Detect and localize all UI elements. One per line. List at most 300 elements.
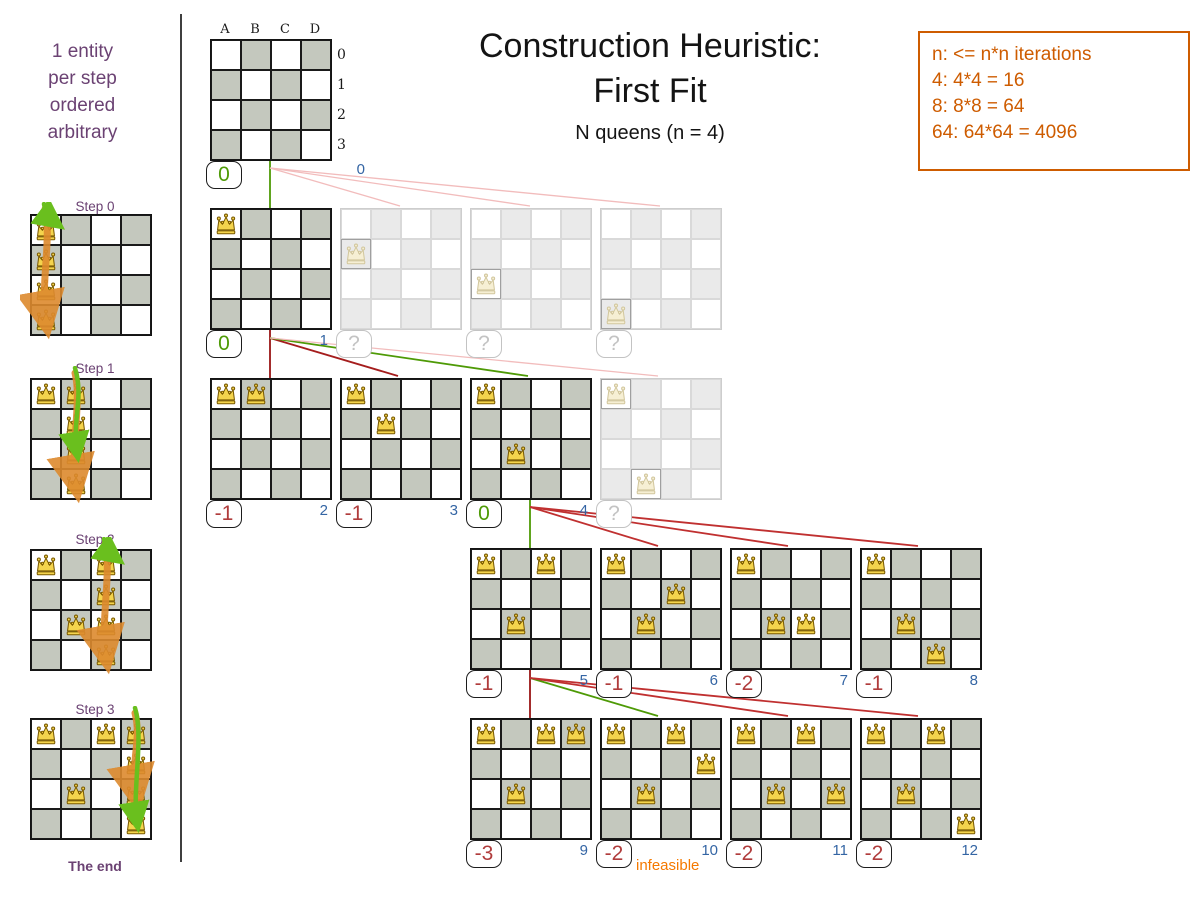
board-cell (61, 305, 91, 335)
queen-icon (733, 551, 759, 577)
board-cell (91, 550, 121, 580)
board-iteration-11 (730, 718, 852, 840)
board-cell (951, 609, 981, 639)
board-cell (951, 549, 981, 579)
board-cell (271, 130, 301, 160)
board-cell (601, 239, 631, 269)
board-cell (661, 549, 691, 579)
board-iteration-6 (600, 548, 722, 670)
board-cell (371, 209, 401, 239)
queen-icon (63, 441, 89, 467)
board-cell (601, 299, 631, 329)
queen-icon (473, 721, 499, 747)
queen-icon (793, 611, 819, 637)
score-badge: 0 (206, 161, 242, 189)
board-cell (631, 439, 661, 469)
queen-icon (93, 721, 119, 747)
board-cell (791, 549, 821, 579)
board-cell (861, 579, 891, 609)
board-cell (601, 719, 631, 749)
board-cell (121, 809, 151, 839)
board-cell (341, 269, 371, 299)
board-cell (791, 579, 821, 609)
board-cell (761, 579, 791, 609)
score-badge: -1 (856, 670, 892, 698)
board-cell (31, 640, 61, 670)
board-cell (561, 379, 591, 409)
board-cell (121, 245, 151, 275)
info-line: 4: 4*4 = 16 (932, 70, 1025, 91)
board-cell (371, 269, 401, 299)
board-cell (471, 209, 501, 239)
board-cell (821, 609, 851, 639)
board-cell (501, 809, 531, 839)
board-cell (31, 719, 61, 749)
board-cell (951, 719, 981, 749)
board-cell (631, 579, 661, 609)
board-cell (691, 269, 721, 299)
score-badge: -2 (726, 670, 762, 698)
board-cell (631, 809, 661, 839)
queen-icon (343, 241, 369, 267)
board-cell (91, 379, 121, 409)
board-cell (301, 40, 331, 70)
board-cell (431, 409, 461, 439)
queen-icon (33, 381, 59, 407)
board-cell (691, 209, 721, 239)
board-cell (401, 379, 431, 409)
board-cell (661, 379, 691, 409)
board-iteration-2 (210, 378, 332, 500)
board-cell (531, 549, 561, 579)
iteration-number: 5 (579, 672, 588, 689)
strategy-line: ordered (49, 95, 116, 116)
board-cell (91, 809, 121, 839)
board-cell (531, 299, 561, 329)
board-cell (121, 640, 151, 670)
board-cell (661, 609, 691, 639)
queen-icon (33, 247, 59, 273)
board-cell (211, 209, 241, 239)
board-cell (921, 639, 951, 669)
score-badge: -1 (466, 670, 502, 698)
queen-icon (343, 381, 369, 407)
board-cell (61, 245, 91, 275)
queen-icon (763, 781, 789, 807)
board-cell (61, 610, 91, 640)
board-cell (61, 749, 91, 779)
queen-icon (923, 641, 949, 667)
board-cell (531, 779, 561, 809)
board-cell (271, 70, 301, 100)
board-cell (631, 609, 661, 639)
board-cell (301, 130, 331, 160)
board-cell (631, 379, 661, 409)
queen-icon (93, 552, 119, 578)
board-cell (61, 215, 91, 245)
board-cell (821, 749, 851, 779)
queen-icon (503, 611, 529, 637)
iteration-number: 4 (579, 502, 588, 519)
board-cell (91, 305, 121, 335)
board-cell (271, 100, 301, 130)
board-cell (91, 640, 121, 670)
board-cell (271, 299, 301, 329)
board-cell (121, 215, 151, 245)
board-cell (121, 550, 151, 580)
queen-icon (823, 781, 849, 807)
queen-icon (33, 277, 59, 303)
board-cell (471, 579, 501, 609)
queen-icon (213, 381, 239, 407)
queen-icon (603, 551, 629, 577)
board-cell (211, 100, 241, 130)
board-cell (271, 269, 301, 299)
step-3-label: Step 3 (75, 702, 115, 717)
board-cell (91, 580, 121, 610)
board-cell (341, 469, 371, 499)
board-cell (301, 209, 331, 239)
page-subtitle: N queens (n = 4) (575, 122, 725, 144)
board-cell (241, 299, 271, 329)
board-cell (341, 439, 371, 469)
queen-icon (33, 307, 59, 333)
board-cell (561, 469, 591, 499)
queen-icon (863, 721, 889, 747)
queen-icon (63, 471, 89, 497)
page-title (390, 24, 910, 114)
board-cell (401, 209, 431, 239)
board-cell (341, 409, 371, 439)
board-cell (271, 209, 301, 239)
board-cell (31, 215, 61, 245)
board-cell (371, 239, 401, 269)
board-cell (921, 749, 951, 779)
board-cell (561, 269, 591, 299)
iteration-number: 6 (709, 672, 718, 689)
board-cell (471, 269, 501, 299)
board-cell (951, 579, 981, 609)
ghost-board (600, 378, 722, 500)
board-cell (31, 275, 61, 305)
board-cell (761, 609, 791, 639)
board-cell (471, 749, 501, 779)
board-cell (531, 809, 561, 839)
board-cell (631, 409, 661, 439)
board-cell (471, 609, 501, 639)
board-cell (791, 639, 821, 669)
board-cell (91, 469, 121, 499)
board-cell (951, 639, 981, 669)
board-cell (471, 719, 501, 749)
board-cell (431, 469, 461, 499)
board-iteration-10 (600, 718, 722, 840)
column-header: B (250, 22, 260, 37)
board-cell (91, 245, 121, 275)
board-cell (531, 639, 561, 669)
board-cell (301, 269, 331, 299)
board-cell (301, 100, 331, 130)
board-cell (531, 269, 561, 299)
board-cell (471, 439, 501, 469)
board-iteration-0 (210, 39, 332, 161)
board-cell (211, 439, 241, 469)
board-cell (561, 299, 591, 329)
board-cell (631, 469, 661, 499)
board-cell (531, 749, 561, 779)
strategy-line: per step (48, 68, 117, 89)
board-cell (891, 809, 921, 839)
board-cell (531, 409, 561, 439)
board-cell (691, 549, 721, 579)
board-cell (371, 379, 401, 409)
queen-icon (563, 721, 589, 747)
board-cell (561, 749, 591, 779)
board-cell (631, 209, 661, 239)
board-cell (91, 439, 121, 469)
queen-icon (953, 811, 979, 837)
board-cell (761, 639, 791, 669)
queen-icon (63, 781, 89, 807)
board-iteration-4 (470, 378, 592, 500)
board-cell (561, 549, 591, 579)
info-line: 8: 8*8 = 64 (932, 96, 1025, 117)
info-line: n: <= n*n iterations (932, 44, 1092, 65)
board-cell (531, 719, 561, 749)
board-cell (791, 809, 821, 839)
board-cell (121, 610, 151, 640)
queen-icon (373, 411, 399, 437)
board-cell (791, 609, 821, 639)
board-cell (601, 749, 631, 779)
board-cell (601, 409, 631, 439)
board-cell (471, 409, 501, 439)
board-cell (31, 580, 61, 610)
board-cell (241, 40, 271, 70)
board-cell (61, 469, 91, 499)
board-cell (371, 469, 401, 499)
tree-edge-red (530, 507, 918, 546)
board-cell (501, 779, 531, 809)
board-cell (31, 245, 61, 275)
board-cell (561, 579, 591, 609)
board-cell (121, 409, 151, 439)
board-cell (431, 269, 461, 299)
board-cell (501, 749, 531, 779)
board-cell (921, 779, 951, 809)
board-cell (341, 379, 371, 409)
queen-icon (693, 751, 719, 777)
board-cell (501, 609, 531, 639)
board-cell (691, 749, 721, 779)
board-cell (691, 809, 721, 839)
strategy-text (10, 38, 155, 146)
board-cell (211, 239, 241, 269)
board-cell (631, 239, 661, 269)
board-cell (601, 579, 631, 609)
board-cell (891, 639, 921, 669)
board-cell (501, 269, 531, 299)
board-cell (401, 269, 431, 299)
board-cell (631, 639, 661, 669)
board-cell (271, 239, 301, 269)
board-cell (561, 779, 591, 809)
board-cell (371, 299, 401, 329)
board-iteration-3 (340, 378, 462, 500)
board-cell (661, 749, 691, 779)
board-cell (501, 379, 531, 409)
board-cell (531, 579, 561, 609)
board-cell (401, 239, 431, 269)
board-cell (61, 719, 91, 749)
board-cell (761, 549, 791, 579)
board-cell (211, 70, 241, 100)
board-cell (601, 439, 631, 469)
board-cell (471, 639, 501, 669)
queen-icon (533, 721, 559, 747)
info-line: 64: 64*64 = 4096 (932, 122, 1078, 143)
queen-icon (663, 581, 689, 607)
board-cell (431, 239, 461, 269)
board-cell (661, 579, 691, 609)
ghost-board (470, 208, 592, 330)
iteration-number: 12 (961, 842, 978, 859)
queen-icon (733, 721, 759, 747)
board-cell (691, 299, 721, 329)
board-cell (821, 779, 851, 809)
board-cell (731, 639, 761, 669)
queen-icon (793, 721, 819, 747)
board-cell (561, 209, 591, 239)
board-cell (891, 779, 921, 809)
board-cell (211, 469, 241, 499)
board-cell (661, 439, 691, 469)
step-0-label: Step 0 (75, 199, 115, 214)
board-cell (211, 379, 241, 409)
board-cell (861, 639, 891, 669)
board-cell (471, 809, 501, 839)
board-cell (661, 209, 691, 239)
board-cell (951, 749, 981, 779)
board-cell (61, 275, 91, 305)
strategy-line: 1 entity (51, 41, 114, 62)
board-cell (921, 719, 951, 749)
board-cell (501, 549, 531, 579)
board-cell (301, 409, 331, 439)
iteration-number: 0 (356, 161, 365, 178)
board-cell (791, 749, 821, 779)
queen-icon (763, 611, 789, 637)
board-cell (561, 239, 591, 269)
board-cell (91, 610, 121, 640)
iteration-number: 3 (449, 502, 458, 519)
queen-icon (503, 781, 529, 807)
queen-icon (63, 411, 89, 437)
column-header: C (280, 22, 290, 37)
board-cell (91, 719, 121, 749)
score-badge: -1 (206, 500, 242, 528)
board-cell (501, 719, 531, 749)
board-cell (301, 299, 331, 329)
board-cell (401, 439, 431, 469)
board-cell (561, 439, 591, 469)
board-cell (471, 469, 501, 499)
board-cell (761, 809, 791, 839)
board-cell (31, 779, 61, 809)
board-cell (61, 409, 91, 439)
board-cell (561, 809, 591, 839)
board-cell (241, 409, 271, 439)
board-cell (501, 639, 531, 669)
step-board-2 (30, 549, 152, 671)
board-cell (891, 609, 921, 639)
ghost-board (600, 208, 722, 330)
board-cell (691, 719, 721, 749)
board-iteration-9 (470, 718, 592, 840)
board-cell (61, 779, 91, 809)
board-cell (691, 609, 721, 639)
title-line-1: Construction Heuristic: (478, 27, 821, 65)
iteration-number: 2 (319, 502, 328, 519)
board-cell (31, 439, 61, 469)
board-cell (661, 239, 691, 269)
board-cell (61, 640, 91, 670)
board-cell (121, 275, 151, 305)
board-cell (661, 469, 691, 499)
board-cell (241, 70, 271, 100)
step-board-0 (30, 214, 152, 336)
board-cell (691, 469, 721, 499)
board-cell (661, 269, 691, 299)
board-cell (501, 299, 531, 329)
board-cell (501, 439, 531, 469)
board-cell (301, 70, 331, 100)
queen-icon (123, 751, 149, 777)
board-cell (601, 469, 631, 499)
board-cell (91, 275, 121, 305)
queen-icon (603, 381, 629, 407)
board-cell (921, 809, 951, 839)
board-cell (531, 609, 561, 639)
board-cell (301, 379, 331, 409)
board-cell (31, 469, 61, 499)
board-cell (401, 299, 431, 329)
board-cell (301, 439, 331, 469)
board-cell (531, 239, 561, 269)
queen-icon (93, 582, 119, 608)
row-header: 3 (337, 137, 346, 153)
iteration-number: 9 (579, 842, 588, 859)
board-cell (31, 409, 61, 439)
board-cell (241, 130, 271, 160)
board-cell (821, 719, 851, 749)
step-2-label: Step 2 (75, 532, 115, 547)
board-cell (271, 469, 301, 499)
queen-icon (503, 441, 529, 467)
board-cell (661, 809, 691, 839)
board-cell (121, 305, 151, 335)
board-cell (821, 639, 851, 669)
board-cell (241, 469, 271, 499)
board-cell (241, 379, 271, 409)
board-cell (861, 549, 891, 579)
board-cell (371, 439, 401, 469)
board-cell (761, 749, 791, 779)
board-cell (791, 719, 821, 749)
iteration-number: 10 (701, 842, 718, 859)
board-cell (631, 719, 661, 749)
board-cell (861, 719, 891, 749)
